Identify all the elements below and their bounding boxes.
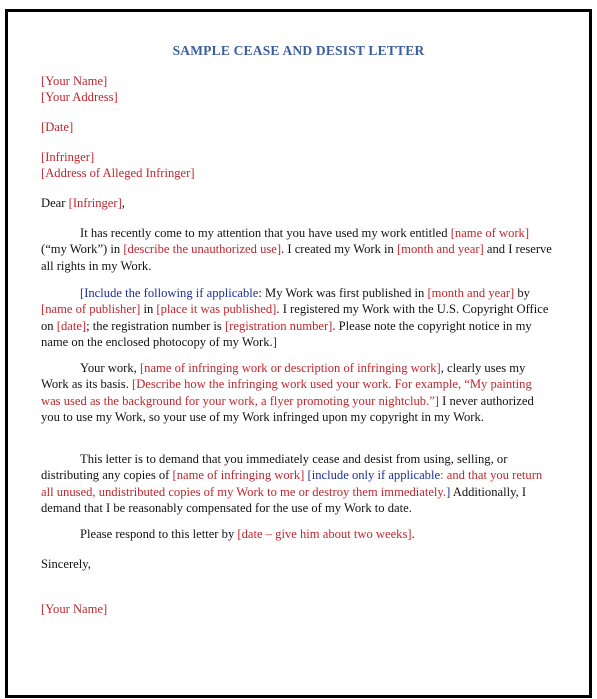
recipient-name: [Infringer] (41, 150, 95, 164)
paragraph-response: Please respond to this letter by [date – give him about two weeks]. (80, 527, 415, 541)
recipient-address: [Address of Alleged Infringer] (41, 166, 195, 180)
signature-name: [Your Name] (41, 602, 108, 616)
sender-name: [Your Name] (41, 74, 108, 88)
document-frame (5, 9, 592, 698)
page-title: SAMPLE CEASE AND DESIST LETTER (172, 43, 425, 58)
salutation: Dear [Infringer], (41, 196, 125, 210)
letter-date: [Date] (41, 120, 74, 134)
closing: Sincerely, (41, 557, 91, 571)
paragraph-infringement: Your work, [name of infringing work or description of infringing work], clearly uses my Work as its basis. [Describe how the infringing work used your work. For example, “My painting was used as the background for your work, a flyer promoting your nightclub.”] I never authorized you to use my Work, so your use of my Work infringed upon my copyright in my Work. (41, 361, 534, 424)
paragraph-publication: [Include the following if applicable: My Work was first published in [month and year] by [name of publisher] in [place it was published]. I registered my Work with the U.S. Copyright Office on [date]; the registration number is [registration number]. Please note the copyright notice in my name on the enclosed photocopy of my Work.] (41, 286, 549, 349)
paragraph-notice: It has recently come to my attention that you have used my work entitled [name of work] (“my Work”) in [describe the unauthorized use]. I created my Work in [month and year] and I reserve all rights in my Work. (41, 226, 552, 273)
sender-address: [Your Address] (41, 90, 118, 104)
paragraph-demand: This letter is to demand that you immediately cease and desist from using, selling, or distributing any copies of [name of infringing work] [include only if applicable: and that you return all unused, undistributed copies of my Work to me or destroy them immediately.] Additionally, I demand that I be reasonably compensated for the use of my Work to date. (41, 452, 543, 515)
